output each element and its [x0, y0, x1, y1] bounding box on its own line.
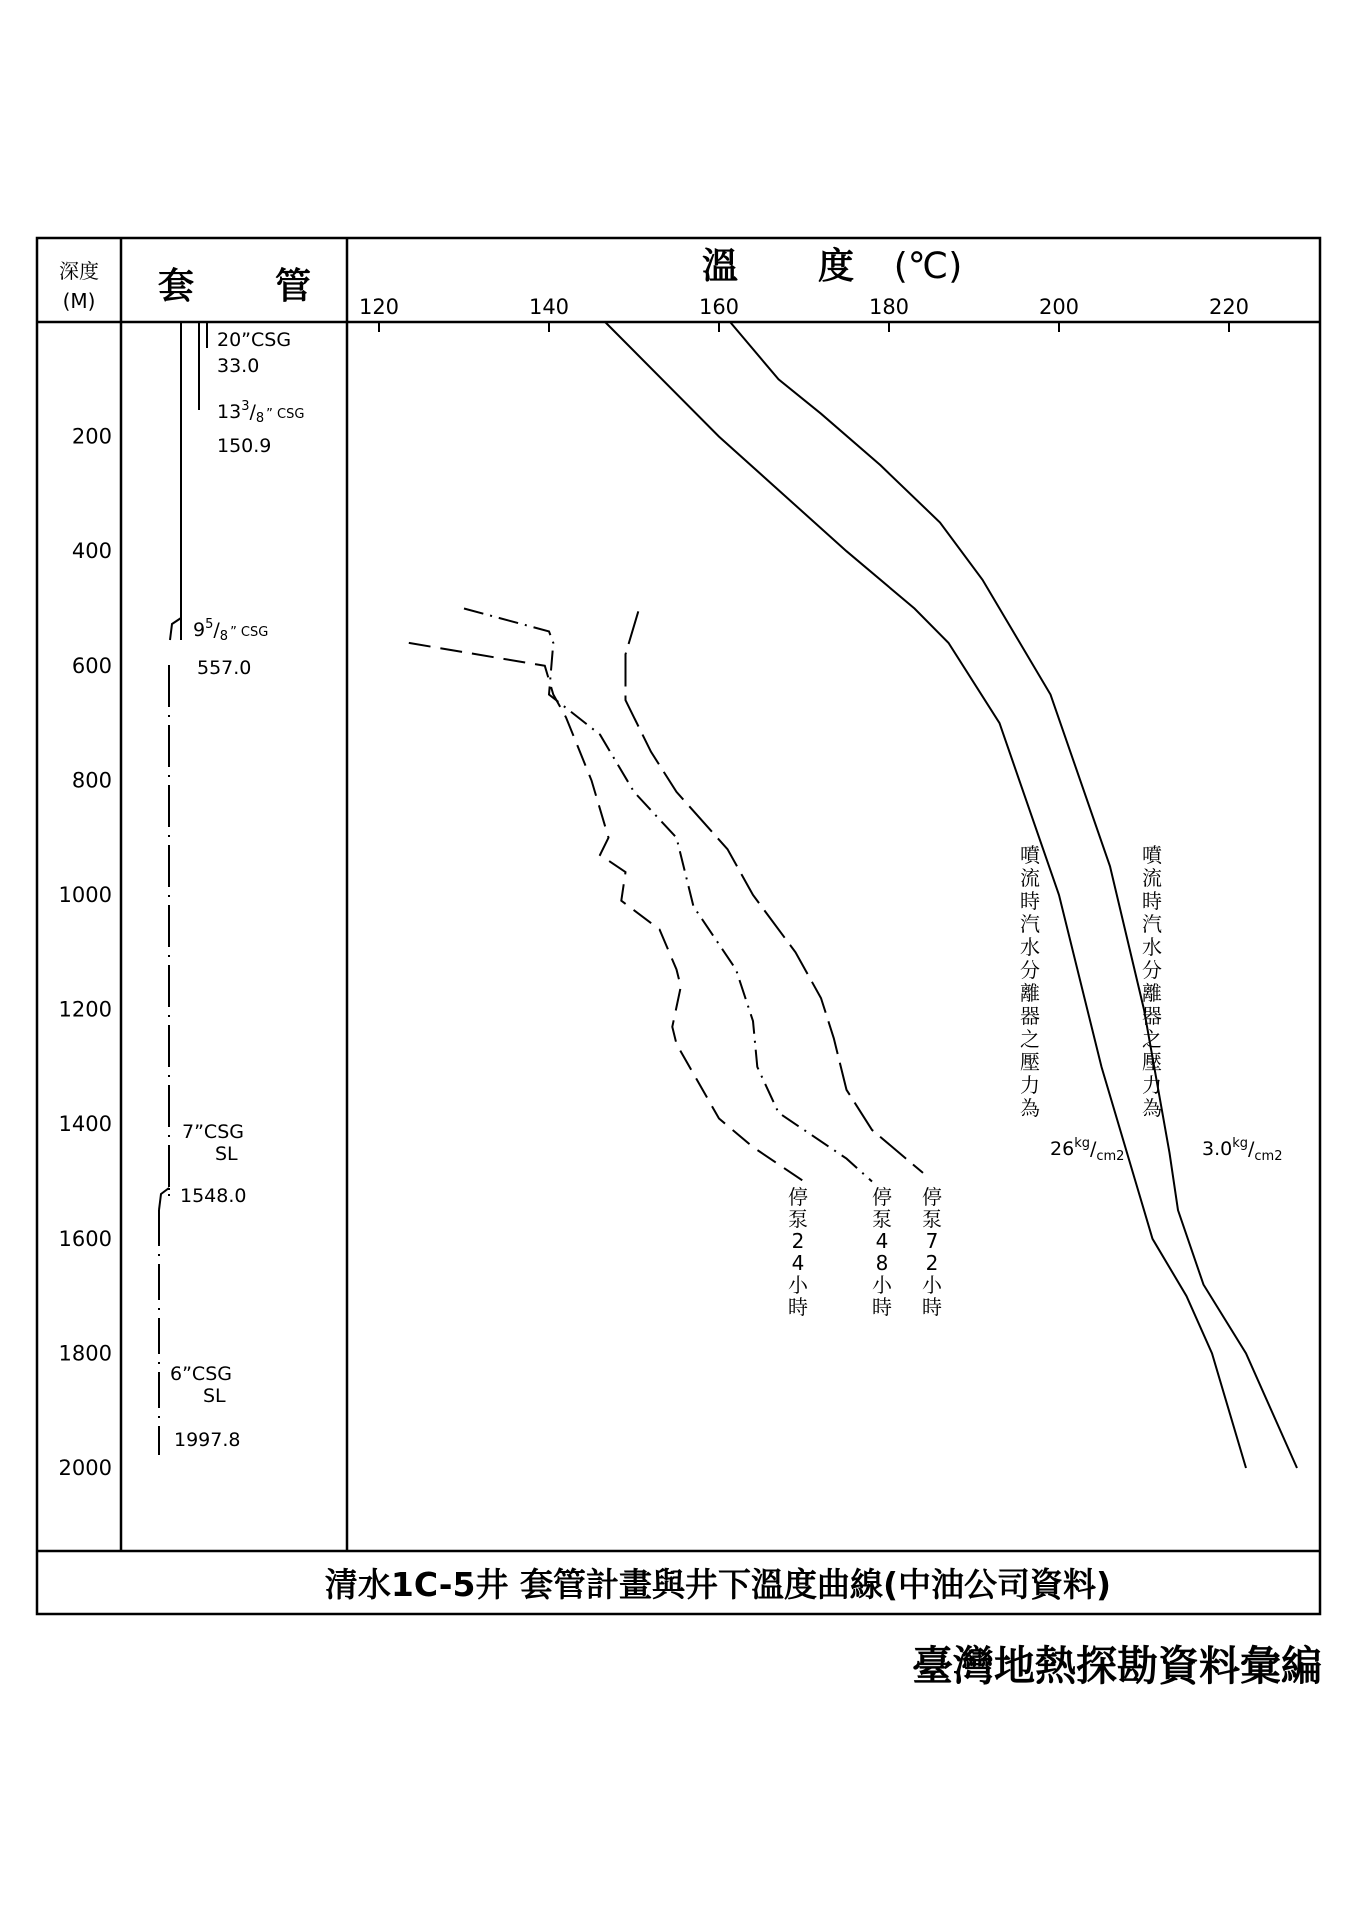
- casing-13in-suffix: ” CSG: [266, 407, 305, 422]
- casing-9in-numerator: 5: [205, 617, 214, 632]
- temperature-curve-4: [464, 609, 872, 1182]
- casing-13in-depth: 150.9: [217, 435, 272, 457]
- stop-72-label: 停泵 7 2 小時: [922, 1185, 942, 1319]
- y-tick-label: 800: [71, 768, 112, 793]
- flow-3-slash: /: [1248, 1138, 1255, 1160]
- figure-caption: 清水1C-5井 套管計畫與井下溫度曲線(中油公司資料): [324, 1565, 1112, 1604]
- casing-9in-denominator: 8: [219, 629, 229, 644]
- flow-26-value: 26: [1050, 1138, 1075, 1160]
- casing-7in-shoulder: [159, 1188, 169, 1210]
- x-tick-label: 160: [698, 295, 740, 319]
- temperature-curves: [409, 322, 1297, 1468]
- casing-column-title-2: 管: [274, 266, 312, 307]
- casing-9in-base: 9: [193, 619, 206, 641]
- casing-labels: [170, 329, 304, 1451]
- casing-column-title-1: 套: [157, 266, 195, 307]
- x-axis-ticks: [359, 295, 1249, 332]
- casing-9in-suffix: ” CSG: [230, 625, 269, 640]
- y-tick-label: 1000: [58, 883, 112, 907]
- casing-6in-depth: 1997.8: [174, 1429, 241, 1451]
- flow-3-unit-top: kg: [1232, 1136, 1248, 1151]
- casing-13in-denominator: 8: [255, 411, 265, 426]
- depth-column-unit: (M): [62, 289, 96, 313]
- casing-7in-depth: 1548.0: [180, 1185, 247, 1207]
- casing-9in-depth: 557.0: [197, 657, 252, 679]
- y-tick-label: 200: [71, 424, 112, 449]
- casing-13in-label: [217, 399, 304, 426]
- temperature-curve-2: [730, 322, 1297, 1468]
- stop-24-label: 停泵 2 4 小時: [788, 1185, 808, 1319]
- casing-7in-sl: SL: [215, 1143, 238, 1165]
- casing-9in-shoulder: [170, 618, 181, 640]
- depth-column-title: 深度: [59, 259, 99, 283]
- temperature-title-1: 溫: [701, 246, 739, 287]
- x-tick-label: 140: [528, 295, 570, 319]
- y-tick-label: 1400: [58, 1112, 112, 1137]
- temperature-curve-5: [626, 611, 924, 1173]
- y-tick-label: 600: [71, 653, 112, 678]
- flow-annotations: [788, 843, 1283, 1319]
- flow-3-value: 3.0: [1202, 1138, 1233, 1160]
- flow-3-note: 噴流時汽水分離器之壓力為: [1142, 843, 1162, 1120]
- casing-20in-depth: 33.0: [217, 355, 260, 377]
- y-tick-label: 1600: [58, 1226, 112, 1251]
- temperature-unit: (℃): [893, 246, 963, 287]
- casing-13in-base: 13: [217, 401, 242, 423]
- casing-9in-label: [193, 617, 268, 644]
- casing-20in-label: 20”CSG: [217, 329, 292, 351]
- y-tick-label: 2000: [58, 1456, 112, 1480]
- casing-13in-numerator: 3: [241, 399, 250, 414]
- flow-3-label: [1202, 1136, 1283, 1164]
- y-axis-ticks: [59, 425, 112, 1480]
- casing-schematic: [159, 322, 207, 1455]
- casing-6in-label: 6”CSG: [170, 1363, 232, 1385]
- temperature-title-2: 度: [817, 246, 855, 287]
- x-tick-label: 220: [1208, 295, 1250, 319]
- y-tick-label: 1200: [58, 997, 112, 1022]
- casing-7in-label: 7”CSG: [182, 1121, 244, 1143]
- y-tick-label: 1800: [58, 1341, 112, 1366]
- flow-26-label: [1050, 1136, 1124, 1164]
- flow-26-unit-top: kg: [1074, 1136, 1090, 1151]
- x-tick-label: 200: [1038, 295, 1080, 319]
- x-tick-label: 120: [358, 295, 400, 319]
- temperature-curve-3: [409, 643, 804, 1182]
- y-tick-label: 400: [71, 539, 112, 564]
- flow-26-unit-bottom: cm2: [1096, 1149, 1125, 1164]
- casing-6in-sl: SL: [203, 1385, 226, 1407]
- x-tick-label: 180: [868, 295, 910, 319]
- casing-9in-slash: /: [213, 619, 220, 641]
- stop-48-label: 停泵 4 8 小時: [872, 1185, 892, 1319]
- compilation-footer: 臺灣地熱探勘資料彙編: [912, 1642, 1322, 1690]
- casing-13in-slash: /: [249, 401, 256, 423]
- flow-26-note: 噴流時汽水分離器之壓力為: [1020, 843, 1040, 1120]
- flow-26-slash: /: [1089, 1138, 1097, 1160]
- flow-3-unit-bottom: cm2: [1254, 1149, 1283, 1164]
